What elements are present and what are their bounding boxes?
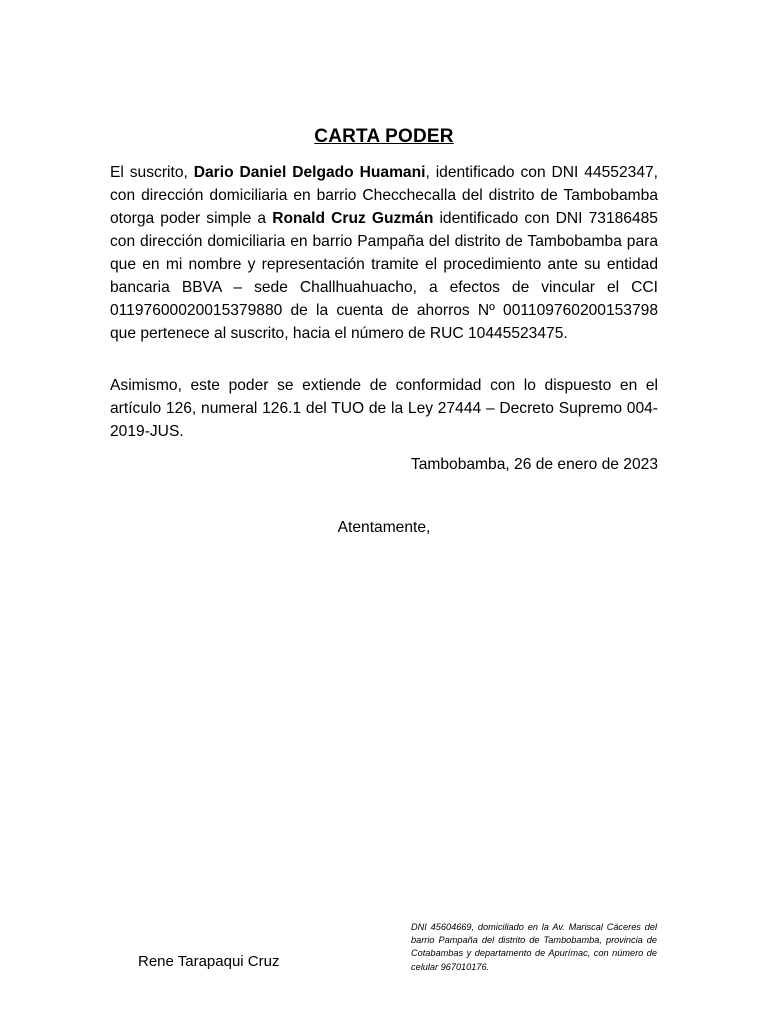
- signer-name: Rene Tarapaqui Cruz: [138, 953, 280, 970]
- closing-salutation: Atentamente,: [337, 519, 431, 536]
- body-paragraph-2: Asimismo, este poder se extiende de conformidad con lo dispuesto en el artículo 126, numeral 126.1 del TUO de la Ley 27444 – Decreto Supremo 004-2019-JUS.: [110, 377, 658, 440]
- paragraph-1-text-1: El suscrito,: [110, 164, 194, 181]
- body-paragraph-1: [110, 161, 658, 345]
- document-title: CARTA PODER: [314, 126, 454, 147]
- grantor-name: Dario Daniel Delgado Huamani: [193, 164, 426, 181]
- paragraph-1-text-2: , identificado con DNI 44552347, con dirección domiciliaria en barrio Checchecalla del distrito de Tambobamba otorga poder simple a: [110, 164, 659, 227]
- place-date: Tambobamba, 26 de enero de 2023: [410, 456, 658, 473]
- attorney-name: Ronald Cruz Guzmán: [272, 210, 434, 227]
- paragraph-1-text-3: identificado con DNI 73186485 con dirección domiciliaria en barrio Pampaña del distrito de Tambobamba para que en mi nombre y representación tramite el procedimiento ante su entidad bancaria BBVA – sede Challhuahuacho, a efectos de vincular el CCI 01197600020015379880 de la cuenta de ahorros Nº 001109760200153798 que pertenece al suscrito, hacia el número de RUC 10445523475.: [110, 210, 658, 342]
- signer-details: DNI 45604669, domiciliado en la Av. Mariscal Cáceres del barrio Pampaña del distrito de Tambobamba, provincia de Cotabambas y departamento de Apurímac, con número de celular 967010176.: [411, 922, 657, 972]
